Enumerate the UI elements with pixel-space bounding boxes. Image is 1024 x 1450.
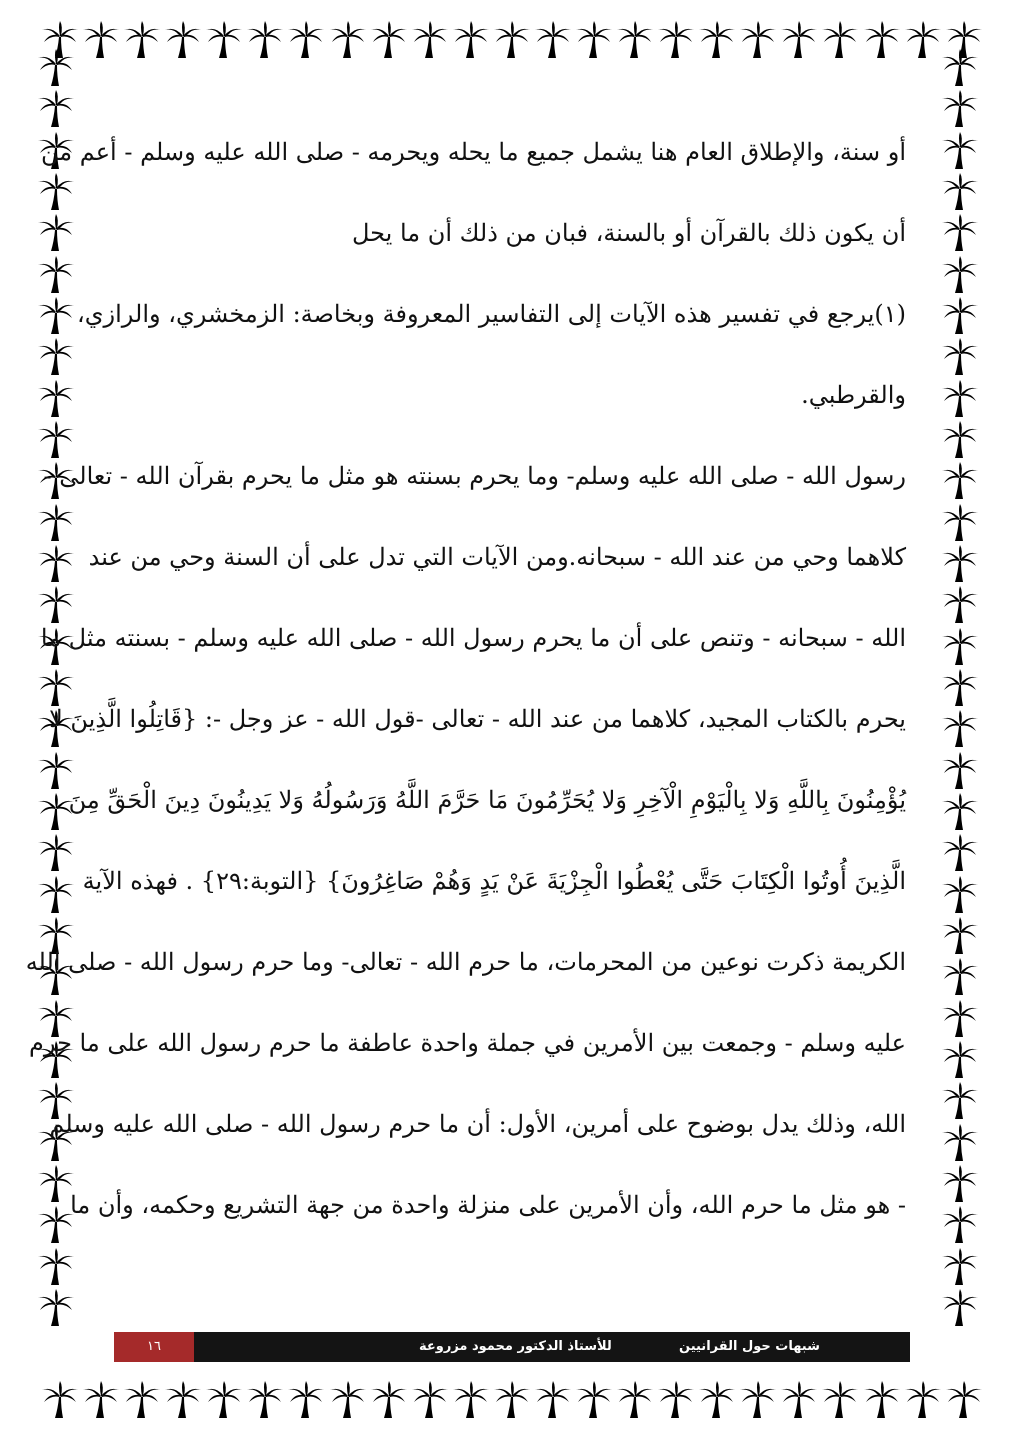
- palm-tree-icon: [940, 255, 980, 295]
- palm-tree-icon: [410, 1380, 450, 1420]
- palm-tree-icon: [574, 20, 614, 60]
- palm-tree-icon: [656, 1380, 696, 1420]
- palm-tree-icon: [940, 48, 980, 88]
- text-line: الكريمة ذكرت نوعين من المحرمات، ما حرم الله - تعالى- وما حرم رسول الله - صلى الله: [25, 948, 906, 976]
- palm-tree-icon: [940, 709, 980, 749]
- palm-tree-icon: [940, 131, 980, 171]
- page-number: ١٦: [114, 1332, 194, 1362]
- border-right: [940, 48, 988, 1328]
- palm-tree-icon: [36, 296, 76, 336]
- palm-tree-icon: [81, 1380, 121, 1420]
- border-bottom: [40, 1380, 984, 1428]
- footnote-line: (١)يرجع في تفسير هذه الآيات إلى التفاسير المعروفة وبخاصة: الزمخشري، والرازي،: [76, 300, 906, 328]
- palm-tree-icon: [163, 1380, 203, 1420]
- palm-tree-icon: [940, 1205, 980, 1245]
- palm-tree-icon: [163, 20, 203, 60]
- palm-tree-icon: [940, 1164, 980, 1204]
- palm-tree-icon: [940, 1288, 980, 1328]
- palm-tree-icon: [940, 668, 980, 708]
- palm-tree-icon: [940, 296, 980, 336]
- palm-tree-icon: [940, 379, 980, 419]
- palm-tree-icon: [940, 172, 980, 212]
- palm-tree-icon: [245, 20, 285, 60]
- palm-tree-icon: [533, 1380, 573, 1420]
- palm-tree-icon: [574, 1380, 614, 1420]
- border-top: [40, 20, 984, 68]
- palm-tree-icon: [940, 420, 980, 460]
- palm-tree-icon: [940, 544, 980, 584]
- palm-tree-icon: [862, 20, 902, 60]
- palm-tree-icon: [940, 875, 980, 915]
- palm-tree-icon: [36, 255, 76, 295]
- palm-tree-icon: [940, 89, 980, 129]
- palm-tree-icon: [820, 20, 860, 60]
- palm-tree-icon: [36, 875, 76, 915]
- text-line: الله، وذلك يدل بوضوح على أمرين، الأول: أن ما حرم رسول الله - صلى الله عليه وسلم: [49, 1110, 906, 1138]
- footnote-line: والقرطبي.: [801, 381, 906, 409]
- text-line: يحرم بالكتاب المجيد، كلاهما من عند الله - تعالى -قول الله - عز وجل -: {قَاتِلُوا الَّذِينَ لا: [49, 705, 906, 733]
- page-text: [25, 112, 906, 1246]
- palm-tree-icon: [940, 627, 980, 667]
- text-line: رسول الله - صلى الله عليه وسلم- وما يحرم بسنته هو مثل ما يحرم بقرآن الله - تعالى -: [43, 462, 906, 490]
- palm-tree-icon: [779, 20, 819, 60]
- text-line: كلاهما وحي من عند الله - سبحانه.ومن الآيات التي تدل على أن السنة وحي من عند: [88, 543, 906, 571]
- palm-tree-icon: [940, 1123, 980, 1163]
- palm-tree-icon: [738, 1380, 778, 1420]
- text-line: عليه وسلم - وجمعت بين الأمرين في جملة واحدة عاطفة ما حرم رسول الله على ما حرم: [28, 1029, 906, 1057]
- palm-tree-icon: [862, 1380, 902, 1420]
- palm-tree-icon: [944, 1380, 984, 1420]
- palm-tree-icon: [36, 1288, 76, 1328]
- palm-tree-icon: [940, 751, 980, 791]
- palm-tree-icon: [36, 213, 76, 253]
- palm-tree-icon: [533, 20, 573, 60]
- palm-tree-icon: [36, 544, 76, 584]
- palm-tree-icon: [40, 1380, 80, 1420]
- palm-tree-icon: [286, 20, 326, 60]
- palm-tree-icon: [697, 1380, 737, 1420]
- palm-tree-icon: [903, 20, 943, 60]
- palm-tree-icon: [940, 337, 980, 377]
- palm-tree-icon: [940, 1081, 980, 1121]
- palm-tree-icon: [204, 1380, 244, 1420]
- palm-tree-icon: [492, 1380, 532, 1420]
- text-line: أو سنة، والإطلاق العام هنا يشمل جميع ما يحله ويحرمه - صلى الله عليه وسلم - أعم من: [40, 138, 906, 166]
- palm-tree-icon: [369, 1380, 409, 1420]
- palm-tree-icon: [940, 792, 980, 832]
- text-line: - هو مثل ما حرم الله، وأن الأمرين على منزلة واحدة من جهة التشريع وحكمه، وأن ما: [70, 1191, 906, 1219]
- palm-tree-icon: [820, 1380, 860, 1420]
- palm-tree-icon: [738, 20, 778, 60]
- palm-tree-icon: [410, 20, 450, 60]
- palm-tree-icon: [697, 20, 737, 60]
- palm-tree-icon: [81, 20, 121, 60]
- page-footer: [114, 1332, 910, 1362]
- footer-book-title: شبهات حول القرانيين: [679, 1339, 820, 1354]
- palm-tree-icon: [940, 1247, 980, 1287]
- palm-tree-icon: [328, 20, 368, 60]
- palm-tree-icon: [245, 1380, 285, 1420]
- palm-tree-icon: [451, 1380, 491, 1420]
- palm-tree-icon: [940, 585, 980, 625]
- palm-tree-icon: [204, 20, 244, 60]
- palm-tree-icon: [615, 20, 655, 60]
- palm-tree-icon: [451, 20, 491, 60]
- text-line: أن يكون ذلك بالقرآن أو بالسنة، فبان من ذلك أن ما يحل: [351, 219, 906, 247]
- palm-tree-icon: [615, 1380, 655, 1420]
- palm-tree-icon: [940, 999, 980, 1039]
- palm-tree-icon: [36, 1247, 76, 1287]
- footer-author: للأستاذ الدكتور محمود مزروعة: [419, 1339, 612, 1354]
- quran-verse-line: يُؤْمِنُونَ بِاللَّهِ وَلا بِالْيَوْمِ الْآخِرِ وَلا يُحَرِّمُونَ مَا حَرَّمَ اللَّهُ وَرَسُولُهُ وَلا يَدِينُونَ دِينَ الْحَقِّ مِنَ: [68, 786, 906, 814]
- palm-tree-icon: [492, 20, 532, 60]
- palm-tree-icon: [286, 1380, 326, 1420]
- quran-verse-line: الَّذِينَ أُوتُوا الْكِتَابَ حَتَّى يُعْطُوا الْجِزْيَةَ عَنْ يَدٍ وَهُمْ صَاغِرُونَ} {التوبة:٢٩} . فهذه الآية: [82, 867, 906, 895]
- palm-tree-icon: [940, 1040, 980, 1080]
- palm-tree-icon: [940, 957, 980, 997]
- palm-tree-icon: [369, 20, 409, 60]
- palm-tree-icon: [903, 1380, 943, 1420]
- palm-tree-icon: [36, 379, 76, 419]
- palm-tree-icon: [36, 48, 76, 88]
- palm-tree-icon: [940, 503, 980, 543]
- palm-tree-icon: [328, 1380, 368, 1420]
- palm-tree-icon: [779, 1380, 819, 1420]
- palm-tree-icon: [940, 461, 980, 501]
- palm-tree-icon: [122, 1380, 162, 1420]
- palm-tree-icon: [122, 20, 162, 60]
- palm-tree-icon: [940, 213, 980, 253]
- palm-tree-icon: [36, 337, 76, 377]
- text-line: الله - سبحانه - وتنص على أن ما يحرم رسول الله - صلى الله عليه وسلم - بسنته مثل ما: [40, 624, 906, 652]
- palm-tree-icon: [940, 916, 980, 956]
- palm-tree-icon: [656, 20, 696, 60]
- palm-tree-icon: [940, 833, 980, 873]
